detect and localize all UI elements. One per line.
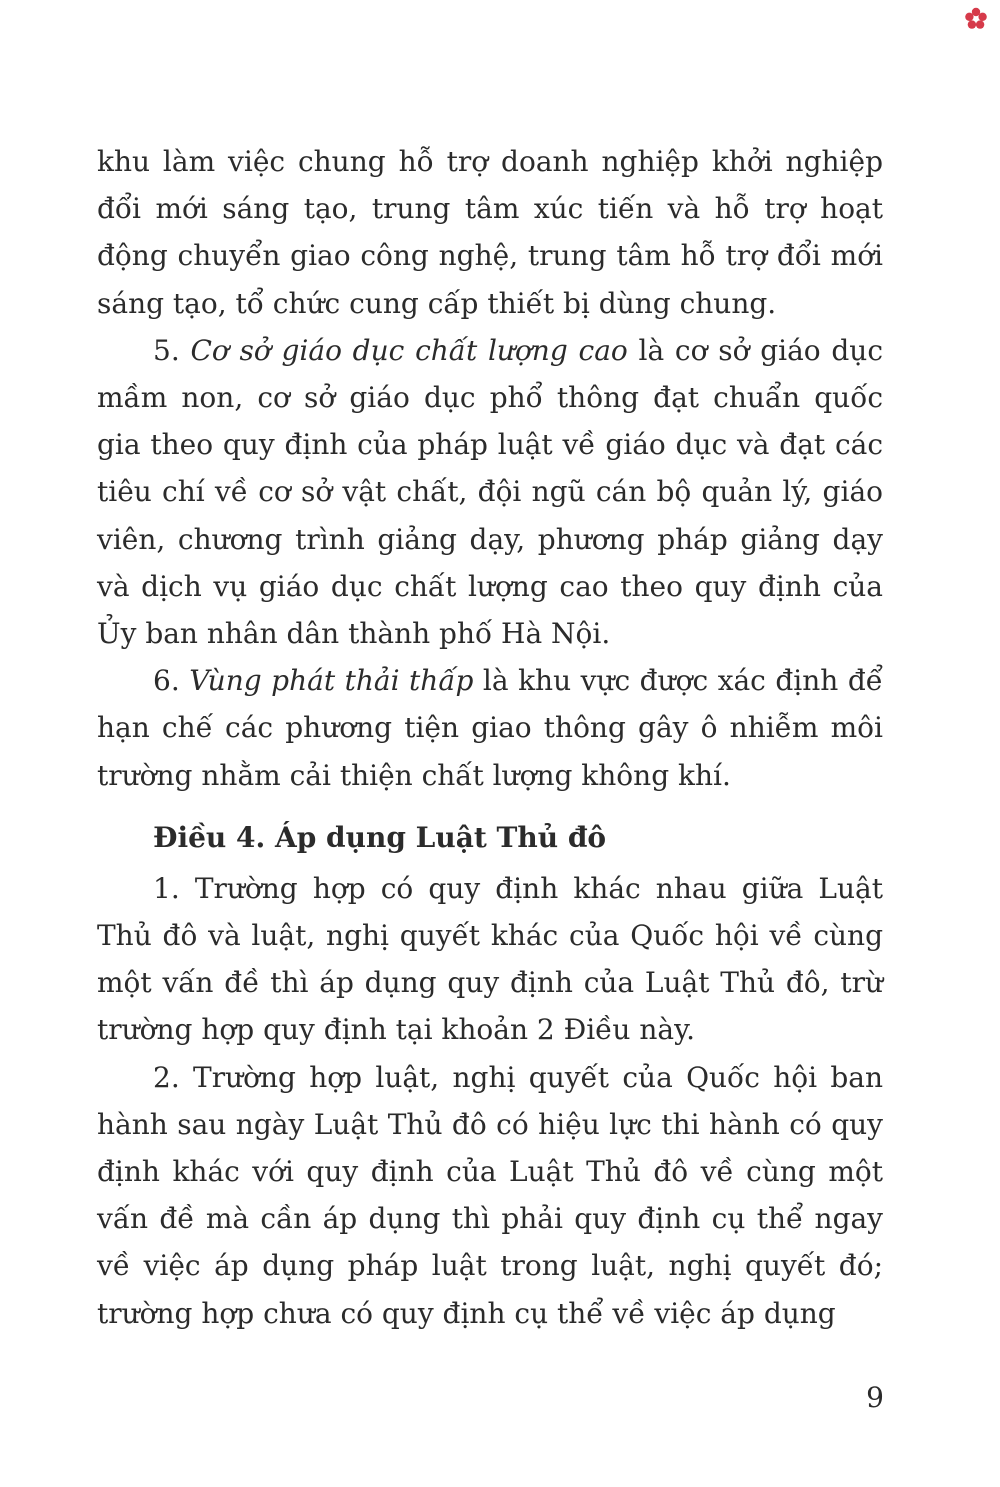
page-number: 9 <box>866 1381 884 1414</box>
flower-icon <box>962 5 990 33</box>
paragraph-continuation: khu làm việc chung hỗ trợ doanh nghiệp khởi nghiệp đổi mới sáng tạo, trung tâm xúc tiến và hỗ trợ hoạt động chuyển giao công nghệ, trung tâm hỗ trợ đổi mới sáng tạo, tổ chức cung cấp thiết bị dùng chung. <box>97 145 883 320</box>
paragraph-definition-5 <box>97 327 883 657</box>
article-clause-2: 2. Trường hợp luật, nghị quyết của Quốc hội ban hành sau ngày Luật Thủ đô có hiệu lực thi hành có quy định khác với quy định của Luật Thủ đô về cùng một vấn đề mà cần áp dụng thì phải quy định cụ thể ngay về việc áp dụng pháp luật trong luật, nghị quyết đó; trường hợp chưa có quy định cụ thể về việc áp dụng <box>97 1060 883 1330</box>
article-clause-1: 1. Trường hợp có quy định khác nhau giữa Luật Thủ đô và luật, nghị quyết khác của Quốc hội về cùng một vấn đề thì áp dụng quy định của Luật Thủ đô, trừ trường hợp quy định tại khoản 2 Điều này. <box>97 871 883 1047</box>
item-number: 5. <box>153 333 180 367</box>
defined-term: Vùng phát thải thấp <box>189 664 474 698</box>
definition-text: là khu vực được xác định để hạn chế các phương tiện giao thông gây ô nhiễm môi trường nhằm cải thiện chất lượng không khí. <box>97 664 883 792</box>
item-number: 6. <box>153 664 180 698</box>
defined-term: Cơ sở giáo dục chất lượng cao <box>190 333 628 367</box>
page-body <box>97 138 883 1337</box>
definition-text: là cơ sở giáo dục mầm non, cơ sở giáo dục phổ thông đạt chuẩn quốc gia theo quy định của pháp luật về giáo dục và đạt các tiêu chí về cơ sở vật chất, đội ngũ cán bộ quản lý, giáo viên, chương trình giảng dạy, phương pháp giảng dạy và dịch vụ giáo dục chất lượng cao theo quy định của Ủy ban nhân dân thành phố Hà Nội. <box>97 333 884 651</box>
paragraph-definition-6 <box>97 657 883 799</box>
article-heading: Điều 4. Áp dụng Luật Thủ đô <box>153 820 607 854</box>
